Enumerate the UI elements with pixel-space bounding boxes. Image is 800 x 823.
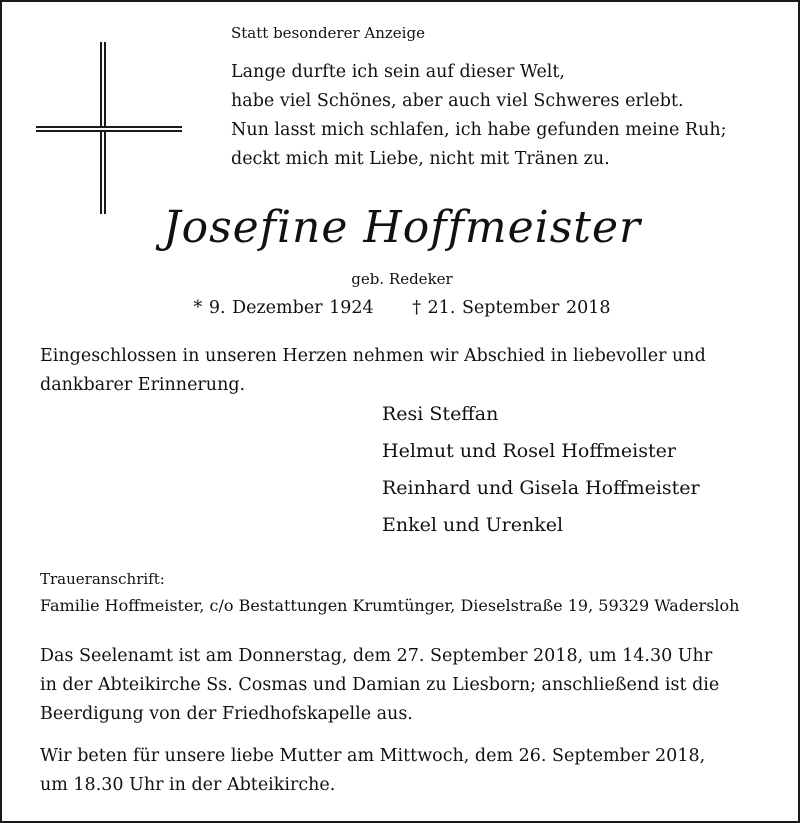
requiem-line: in der Abteikirche Ss. Cosmas und Damian zu Liesborn; anschließend ist die	[40, 675, 720, 695]
poem	[231, 58, 727, 174]
requiem-line: Das Seelenamt ist am Donnerstag, dem 27. September 2018, um 14.30 Uhr	[40, 646, 713, 666]
poem-line: deckt mich mit Liebe, nicht mit Tränen zu.	[231, 149, 610, 169]
poem-line: Lange durfte ich sein auf dieser Welt,	[231, 62, 565, 82]
address-label: Traueranschrift:	[40, 570, 165, 588]
poem-line: habe viel Schönes, aber auch viel Schweres erlebt.	[231, 91, 684, 111]
mourner: Reinhard und Gisela Hoffmeister	[382, 477, 700, 499]
mourners-list	[382, 396, 700, 544]
birth-date: * 9. Dezember 1924	[193, 298, 374, 318]
preamble: Statt besonderer Anzeige	[231, 24, 425, 42]
farewell-text	[40, 342, 706, 400]
poem-line: Nun lasst mich schlafen, ich habe gefunden meine Ruh;	[231, 120, 727, 140]
prayer-line: Wir beten für unsere liebe Mutter am Mittwoch, dem 26. September 2018,	[40, 746, 706, 766]
requiem-info	[40, 642, 719, 729]
life-dates	[2, 298, 800, 318]
death-date: † 21. September 2018	[412, 298, 611, 318]
prayer-info	[40, 742, 705, 800]
cross-icon-bar	[36, 126, 182, 132]
farewell-line: dankbarer Erinnerung.	[40, 375, 246, 395]
mourner: Helmut und Rosel Hoffmeister	[382, 440, 676, 462]
requiem-line: Beerdigung von der Friedhofskapelle aus.	[40, 704, 413, 724]
farewell-line: Eingeschlossen in unseren Herzen nehmen wir Abschied in liebevoller und	[40, 346, 706, 366]
deceased-name: Josefine Hoffmeister	[162, 202, 642, 253]
maiden-name: geb. Redeker	[351, 270, 453, 288]
mourner: Resi Steffan	[382, 403, 499, 425]
mourning-address: Familie Hoffmeister, c/o Bestattungen Krumtünger, Dieselstraße 19, 59329 Wadersloh	[40, 596, 740, 615]
prayer-line: um 18.30 Uhr in der Abteikirche.	[40, 775, 336, 795]
mourner: Enkel und Urenkel	[382, 514, 564, 536]
